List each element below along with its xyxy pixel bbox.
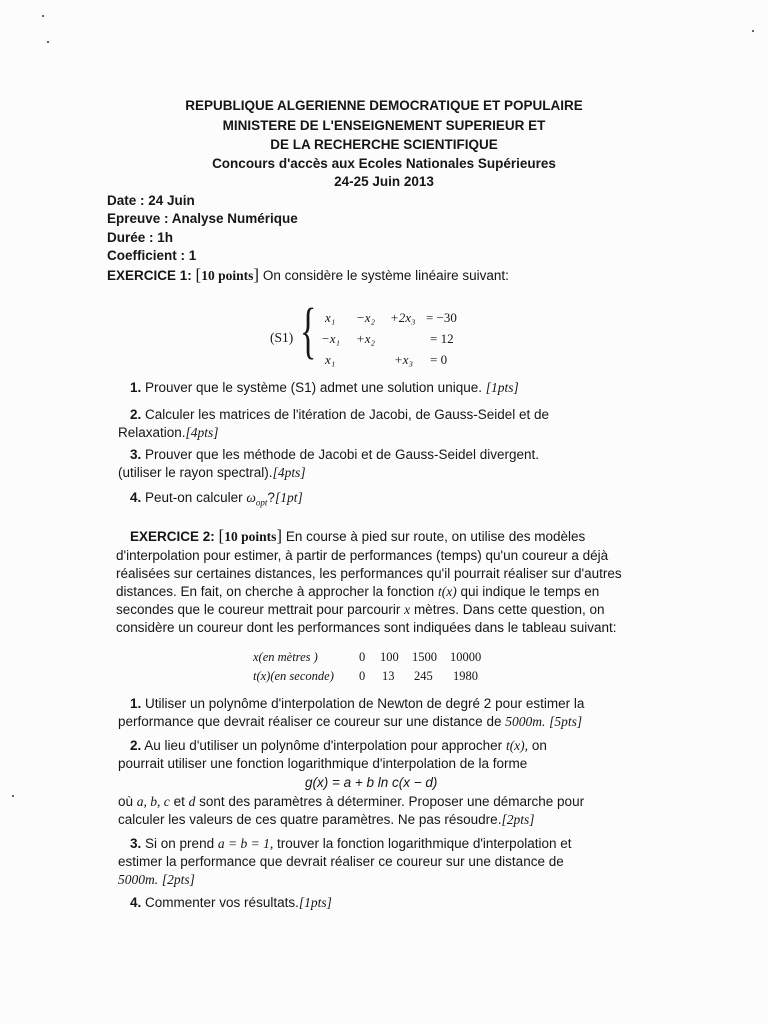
ex2-question-2-cont3	[118, 812, 534, 828]
paragraph-text: secondes que le coureur mettrait pour parcourir	[116, 602, 401, 617]
header-line-4: Concours d'accès aux Ecoles Nationales Supérieures	[212, 156, 556, 171]
question-number: 1.	[130, 380, 142, 395]
bracket-close: ]	[276, 526, 283, 545]
ex2-question-3-cont2	[118, 872, 195, 888]
system-label: (S1)	[270, 330, 294, 345]
system-cell: +2x₃	[390, 310, 416, 325]
system-cell: = −30	[426, 310, 457, 325]
ex2-question-1-cont	[118, 714, 582, 730]
question-text: (utiliser le rayon spectral).	[118, 465, 273, 480]
header-line-2: MINISTERE DE L'ENSEIGNEMENT SUPERIEUR ET	[222, 118, 546, 133]
ex2-question-2-cont: pourrait utiliser une fonction logarithmique d'interpolation de la forme	[118, 756, 528, 771]
question-text: Au lieu d'utiliser un polynôme d'interpolation pour approcher	[144, 738, 503, 753]
question-text: Prouver que les méthode de Jacobi et de Gauss-Seidel divergent.	[145, 447, 540, 462]
scan-speck	[42, 15, 44, 17]
parameter-variables: a, b, c	[136, 794, 170, 809]
question-points: [4pts]	[272, 465, 306, 480]
question-points: [1pts]	[485, 380, 519, 395]
bracket-open: [	[218, 526, 225, 545]
bracket-close: ]	[253, 265, 260, 284]
exercise-2-p2: d'interpolation pour estimer, à partir de performances (temps) qu'un coureur a déjà	[116, 548, 609, 563]
table-cell: 10000	[450, 650, 482, 664]
paragraph-text: qui indique le temps en	[460, 584, 600, 599]
question-points: [1pt]	[274, 490, 303, 505]
exercise-2-heading	[130, 526, 585, 546]
system-cell: +x₃	[394, 352, 414, 367]
question-text: calculer les valeurs de ces quatre paramètres. Ne pas résoudre.	[118, 812, 502, 827]
ex1-question-4	[130, 490, 303, 508]
question-text: et	[173, 794, 185, 809]
table-cell: 1500	[412, 650, 437, 664]
ex2-question-2	[130, 738, 547, 754]
table-cell: 1980	[453, 669, 478, 683]
table-row-label-distance: x(en mètres )	[253, 650, 318, 664]
system-cell: = 0	[430, 352, 448, 367]
exercise-1-heading	[107, 265, 509, 285]
table-row-label-time: t(x)(en seconde)	[253, 669, 334, 683]
distance-value: 5000m.	[505, 714, 546, 729]
question-text: Prouver que le système (S1) admet une solution unique.	[145, 380, 482, 395]
exercise-2-points: 10 points	[224, 529, 277, 544]
scan-speck	[47, 41, 49, 43]
ex1-question-2	[130, 407, 549, 422]
question-number: 2.	[130, 738, 142, 753]
question-points: [2pts]	[501, 812, 535, 827]
question-text: Peut-on calculer	[145, 490, 243, 505]
system-cell: +x₂	[356, 331, 376, 346]
exercise-2-title: EXERCICE 2:	[130, 529, 215, 544]
question-text: Utiliser un polynôme d'interpolation de Newton de degré 2 pour estimer la	[145, 696, 585, 711]
question-number: 2.	[130, 407, 142, 422]
paragraph-text: distances. En fait, on cherche à approcher la fonction	[116, 584, 435, 599]
exam-duration: Durée : 1h	[107, 230, 174, 245]
system-cell: = 12	[430, 331, 454, 346]
question-text: Si on prend	[145, 836, 215, 851]
exercise-2-p3: réalisées sur certaines distances, les performances qu'il pourrait réaliser sur d'autres	[116, 566, 622, 581]
question-number: 1.	[130, 696, 142, 711]
question-text: Commenter vos résultats.	[145, 895, 299, 910]
question-points: [4pts]	[185, 425, 219, 440]
question-number: 3.	[130, 447, 142, 462]
parameter-equation: a = b = 1,	[217, 836, 274, 851]
system-cell: x₁	[325, 310, 336, 325]
exam-date: Date : 24 Juin	[107, 193, 195, 208]
distance-variable: x	[404, 602, 411, 617]
table-cell: 100	[380, 650, 399, 664]
ex1-question-3-cont	[118, 465, 306, 481]
question-text: Relaxation.	[118, 425, 186, 440]
question-text: sont des paramètres à déterminer. Proposer une démarche pour	[199, 794, 585, 809]
linear-system	[270, 297, 470, 376]
omega-symbol: ω	[246, 490, 256, 505]
ex1-question-1	[130, 380, 519, 396]
exercise-1-title: EXERCICE 1:	[107, 268, 192, 283]
exercise-2-p1: En course à pied sur route, on utilise des modèles	[285, 529, 586, 544]
parameter-variable: d	[188, 794, 196, 809]
system-cell: x₁	[325, 352, 336, 367]
ex1-question-3	[130, 447, 539, 462]
question-text: on	[531, 738, 547, 753]
bracket-open: [	[195, 265, 202, 284]
paragraph-text: mètres. Dans cette question, on	[413, 602, 605, 617]
ex2-question-4	[130, 895, 332, 911]
exam-coefficient: Coefficient : 1	[107, 248, 197, 263]
scan-speck	[12, 795, 14, 797]
exam-subject: Epreuve : Analyse Numérique	[107, 211, 298, 226]
scan-speck	[752, 30, 754, 32]
function-variable: t(x)	[437, 584, 457, 599]
question-number: 4.	[130, 490, 142, 505]
exercise-1-points: 10 points	[201, 268, 254, 283]
exercise-2-p4	[116, 584, 599, 600]
question-text: où	[118, 794, 134, 809]
header-line-5: 24-25 Juin 2013	[334, 174, 434, 189]
ex2-question-2-cont2	[118, 794, 584, 810]
ex2-question-1	[130, 696, 584, 711]
system-brace: {	[300, 297, 317, 365]
ex2-question-3-cont: estimer la performance que devrait réaliser ce coureur sur une distance de	[118, 854, 564, 869]
omega-subscript: opt	[255, 497, 268, 508]
question-number: 4.	[130, 895, 142, 910]
table-cell: 0	[359, 650, 366, 664]
header-line-3: DE LA RECHERCHE SCIENTIFIQUE	[270, 137, 498, 152]
ex2-formula: g(x) = a + b ln c(x − d)	[305, 775, 438, 790]
table-cell: 245	[414, 669, 433, 683]
header-line-1: REPUBLIQUE ALGERIENNE DEMOCRATIQUE ET POPULAIRE	[185, 98, 583, 113]
exercise-1-intro: On considère le système linéaire suivant:	[262, 268, 509, 283]
question-text: trouver la fonction logarithmique d'interpolation et	[276, 836, 572, 851]
function-variable: t(x),	[505, 738, 529, 753]
distance-value: 5000m.	[118, 872, 159, 887]
question-number: 3.	[130, 836, 142, 851]
table-cell: 0	[359, 669, 366, 683]
question-points: [5pts]	[549, 714, 583, 729]
exercise-2-p5	[116, 602, 605, 618]
question-mark: ?	[267, 490, 275, 505]
ex2-question-3	[130, 836, 572, 852]
system-cell: −x₁	[321, 331, 341, 346]
table-cell: 13	[382, 669, 395, 683]
question-text: performance que devrait réaliser ce coureur sur une distance de	[118, 714, 502, 729]
question-points: [1pts]	[298, 895, 332, 910]
system-cell: −x₂	[356, 310, 376, 325]
question-points: [2pts]	[161, 872, 195, 887]
question-text: Calculer les matrices de l'itération de Jacobi, de Gauss-Seidel et de	[145, 407, 550, 422]
exercise-2-p6: considère un coureur dont les performances sont indiquées dans le tableau suivant:	[116, 620, 617, 635]
ex1-question-2-cont	[118, 425, 219, 441]
